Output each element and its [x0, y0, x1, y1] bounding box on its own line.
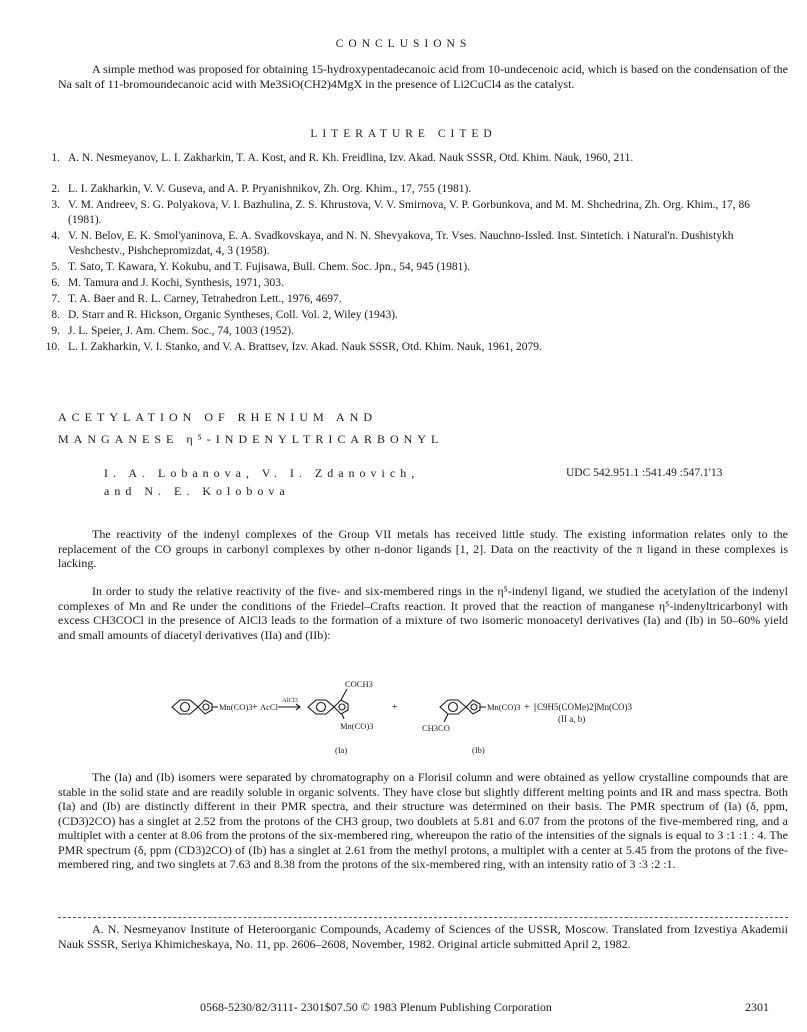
conclusions-heading: CONCLUSIONS [335, 38, 472, 50]
page-number: 2301 [745, 1000, 769, 1014]
footer-publisher-code: 0568-5230/82/3111- 2301$07.50 © 1983 Plenum Publishing Corporation [200, 1000, 552, 1014]
reference-number: 4. [51, 230, 60, 242]
reference-text: A. N. Nesmeyanov, L. I. Zakharkin, T. A. Kost, and R. Kh. Freidlina, Izv. Akad. Nauk SSSR, Otd. Khim. Nauk, 1960, 211. [68, 152, 634, 164]
reference-text: J. L. Speier, J. Am. Chem. Soc., 74, 1003 (1952). [68, 325, 295, 337]
udc-code: UDC 542.951.1 :541.49 :547.1'13 [566, 467, 723, 479]
reference-text: L. I. Zakharkin, V. V. Guseva, and A. P. Pryanishnikov, Zh. Org. Khim., 17, 755 (1981). [68, 183, 472, 195]
reference-text: T. Sato, T. Kawara, Y. Kokubu, and T. Fujisawa, Bull. Chem. Soc. Jpn., 54, 945 (1981). [68, 261, 471, 273]
reference-text: V. M. Andreev, S. G. Polyakova, V. I. Bazhulina, Z. S. Khrustova, V. V. Smirnova, V. P. Gorbunkova, and M. M. Shchedrina, Zh. Org. Khim., 17, 86 (1981). [68, 199, 751, 226]
catalyst-label: AlCl3 [282, 697, 298, 704]
reference-text: L. I. Zakharkin, V. I. Stanko, and V. A. Brattsev, Izv. Akad. Nauk SSSR, Otd. Khim. Nauk, 1961, 2079. [68, 341, 542, 353]
product-ib-ch3co: CH3CO [422, 723, 450, 733]
product-ia-cp-circle [339, 704, 345, 710]
reference-number: 7. [51, 293, 60, 305]
product-ib-cp-circle [471, 704, 477, 710]
reference-number: 6. [51, 277, 60, 289]
product-ia-coch3: COCH3 [345, 679, 373, 689]
authors-line-2: and N. E. Kolobova [104, 484, 290, 498]
product-ib-aromatic-circle [449, 703, 458, 712]
product-ib-cp-ring [466, 700, 480, 714]
product-ia-aromatic-circle [317, 703, 326, 712]
acetylation-paragraph: In order to study the relative reactivity of the five- and six-membered rings in the η⁵-indenyl ligand, we studied the acetylation of the indenyl complexes of Mn and Re under the conditions of the Friedel–Crafts reaction. It proved that the reaction of manganese η⁵-indenyltricarbonyl with excess CH3COCl in the presence of AlCl3 leads to the formation of a mixture of two isomeric monoacetyl derivatives (Ia) and (Ib) in 50–60% yield and small amounts of diacetyl derivatives (IIa) and (IIb): [58, 584, 788, 642]
acetyl-chloride: AcCl [260, 702, 278, 712]
conclusions-text: A simple method was proposed for obtaining 15-hydroxypentadecanoic acid from 10-undecenoic acid, which is based on the condensation of the Na salt of 11-bromoundecanoic acid with Me3SiO(CH2)4MgX in the presence of Li2CuCl4 as the catalyst. [58, 62, 788, 91]
authors-line-1: I. A. Lobanova, V. I. Zdanovich, [104, 466, 420, 480]
reference-text: T. A. Baer and R. L. Carney, Tetrahedron Lett., 1976, 4697. [68, 293, 342, 305]
product-ib-acetyl-bond [444, 714, 448, 722]
reactant-cp-circle [203, 704, 209, 710]
product-ia-cp-ring [334, 700, 348, 714]
reference-number: 3. [51, 199, 60, 211]
reference-text: D. Starr and R. Hickson, Organic Syntheses, Coll. Vol. 2, Wiley (1943). [68, 309, 398, 321]
reactant-cyclopentadienyl-ring [198, 700, 212, 714]
literature-heading: LITERATURE CITED [310, 128, 497, 140]
product-ib-label: (Ib) [472, 745, 485, 755]
product-ia-metal-bond [342, 714, 344, 719]
diacetyl-label: (II a, b) [558, 714, 586, 724]
plus-sign: + [392, 702, 398, 713]
reference-number: 8. [51, 309, 60, 321]
product-ib-mn-co3: Mn(CO)3 [487, 702, 521, 712]
product-ia-acetyl-bond [341, 689, 347, 700]
reference-text: M. Tamura and J. Kochi, Synthesis, 1971, 303. [68, 277, 284, 289]
reactant-aromatic-circle [181, 703, 190, 712]
reference-number: 10. [45, 341, 60, 353]
diacetyl-formula: [C9H5(COMe)2]Mn(CO)3 [534, 702, 632, 712]
product-ia-label: (Ia) [335, 745, 348, 755]
reaction-scheme [160, 675, 660, 765]
footnote-text: A. N. Nesmeyanov Institute of Heteroorganic Compounds, Academy of Sciences of the USSR, Moscow. Translated from Izvestiya Akademii Nauk SSSR, Seriya Khimicheskaya, No. 11, pp. 2606–2608, November, 1982. Original article submitted April 2, 1982. [58, 922, 788, 951]
pmr-paragraph: The (Ia) and (Ib) isomers were separated by chromatography on a Florisil column and were obtained as yellow crystalline compounds that are stable in the solid state and are readily soluble in organic solvents. They have close but slightly different melting points and IR and mass spectra. Both (Ia) and (Ib) are distinctly different in their PMR spectra, and their structure was determined on their basis. The PMR spectrum of (Ia) (δ, ppm, (CD3)2CO) has a singlet at 2.52 from the protons of the CH3 group, two doublets at 5.81 and 6.07 from the protons of the five-membered ring, and a multiplet with a center at 8.06 from the protons of the six-membered ring, whereupon the ratio of the intensities of the signals is equal to 3 :1 :1 : 4. The PMR spectrum (δ, ppm (CD3)2CO) of (Ib) has a singlet at 2.61 from the methyl protons, a multiplet with a center at 5.45 from the protons of the five-membered ring, and two singlets at 7.63 and 8.38 from the protons of the six-membered ring, with an intensity ratio of 3 :3 :2 :1. [58, 770, 788, 871]
reference-number: 5. [51, 261, 60, 273]
reference-number: 1. [51, 152, 60, 164]
reference-item [38, 151, 783, 181]
footnote-rule [58, 917, 788, 918]
intro-paragraph: The reactivity of the indenyl complexes of the Group VII metals has received little study. The existing information relates only to the replacement of the CO groups in carbonyl complexes by other n-donor ligands [1, 2]. Data on the reactivity of the π ligand in these complexes is lacking. [58, 527, 788, 570]
reference-number: 9. [51, 325, 60, 337]
product-ia-mn-co3: Mn(CO)3 [340, 721, 374, 731]
reference-number: 2. [51, 183, 60, 195]
article-title-line-2: MANGANESE η⁵-INDENYLTRICARBONYL [58, 432, 444, 446]
reactant-mn-co3: Mn(CO)3 [219, 702, 253, 712]
plus-sign: + [524, 702, 530, 713]
plus-sign: + [252, 702, 258, 713]
article-title-line-1: ACETYLATION OF RHENIUM AND [58, 410, 377, 424]
reference-text: V. N. Belov, E. K. Smol'yaninova, E. A. Svadkovskaya, and N. N. Shevyakova, Tr. Vses. Nauchno-Issled. Inst. Sintetich. i Natural'n. Dushistykh Veshchestv., Pishchepromizdat, 4, 3 (1958). [68, 230, 734, 257]
